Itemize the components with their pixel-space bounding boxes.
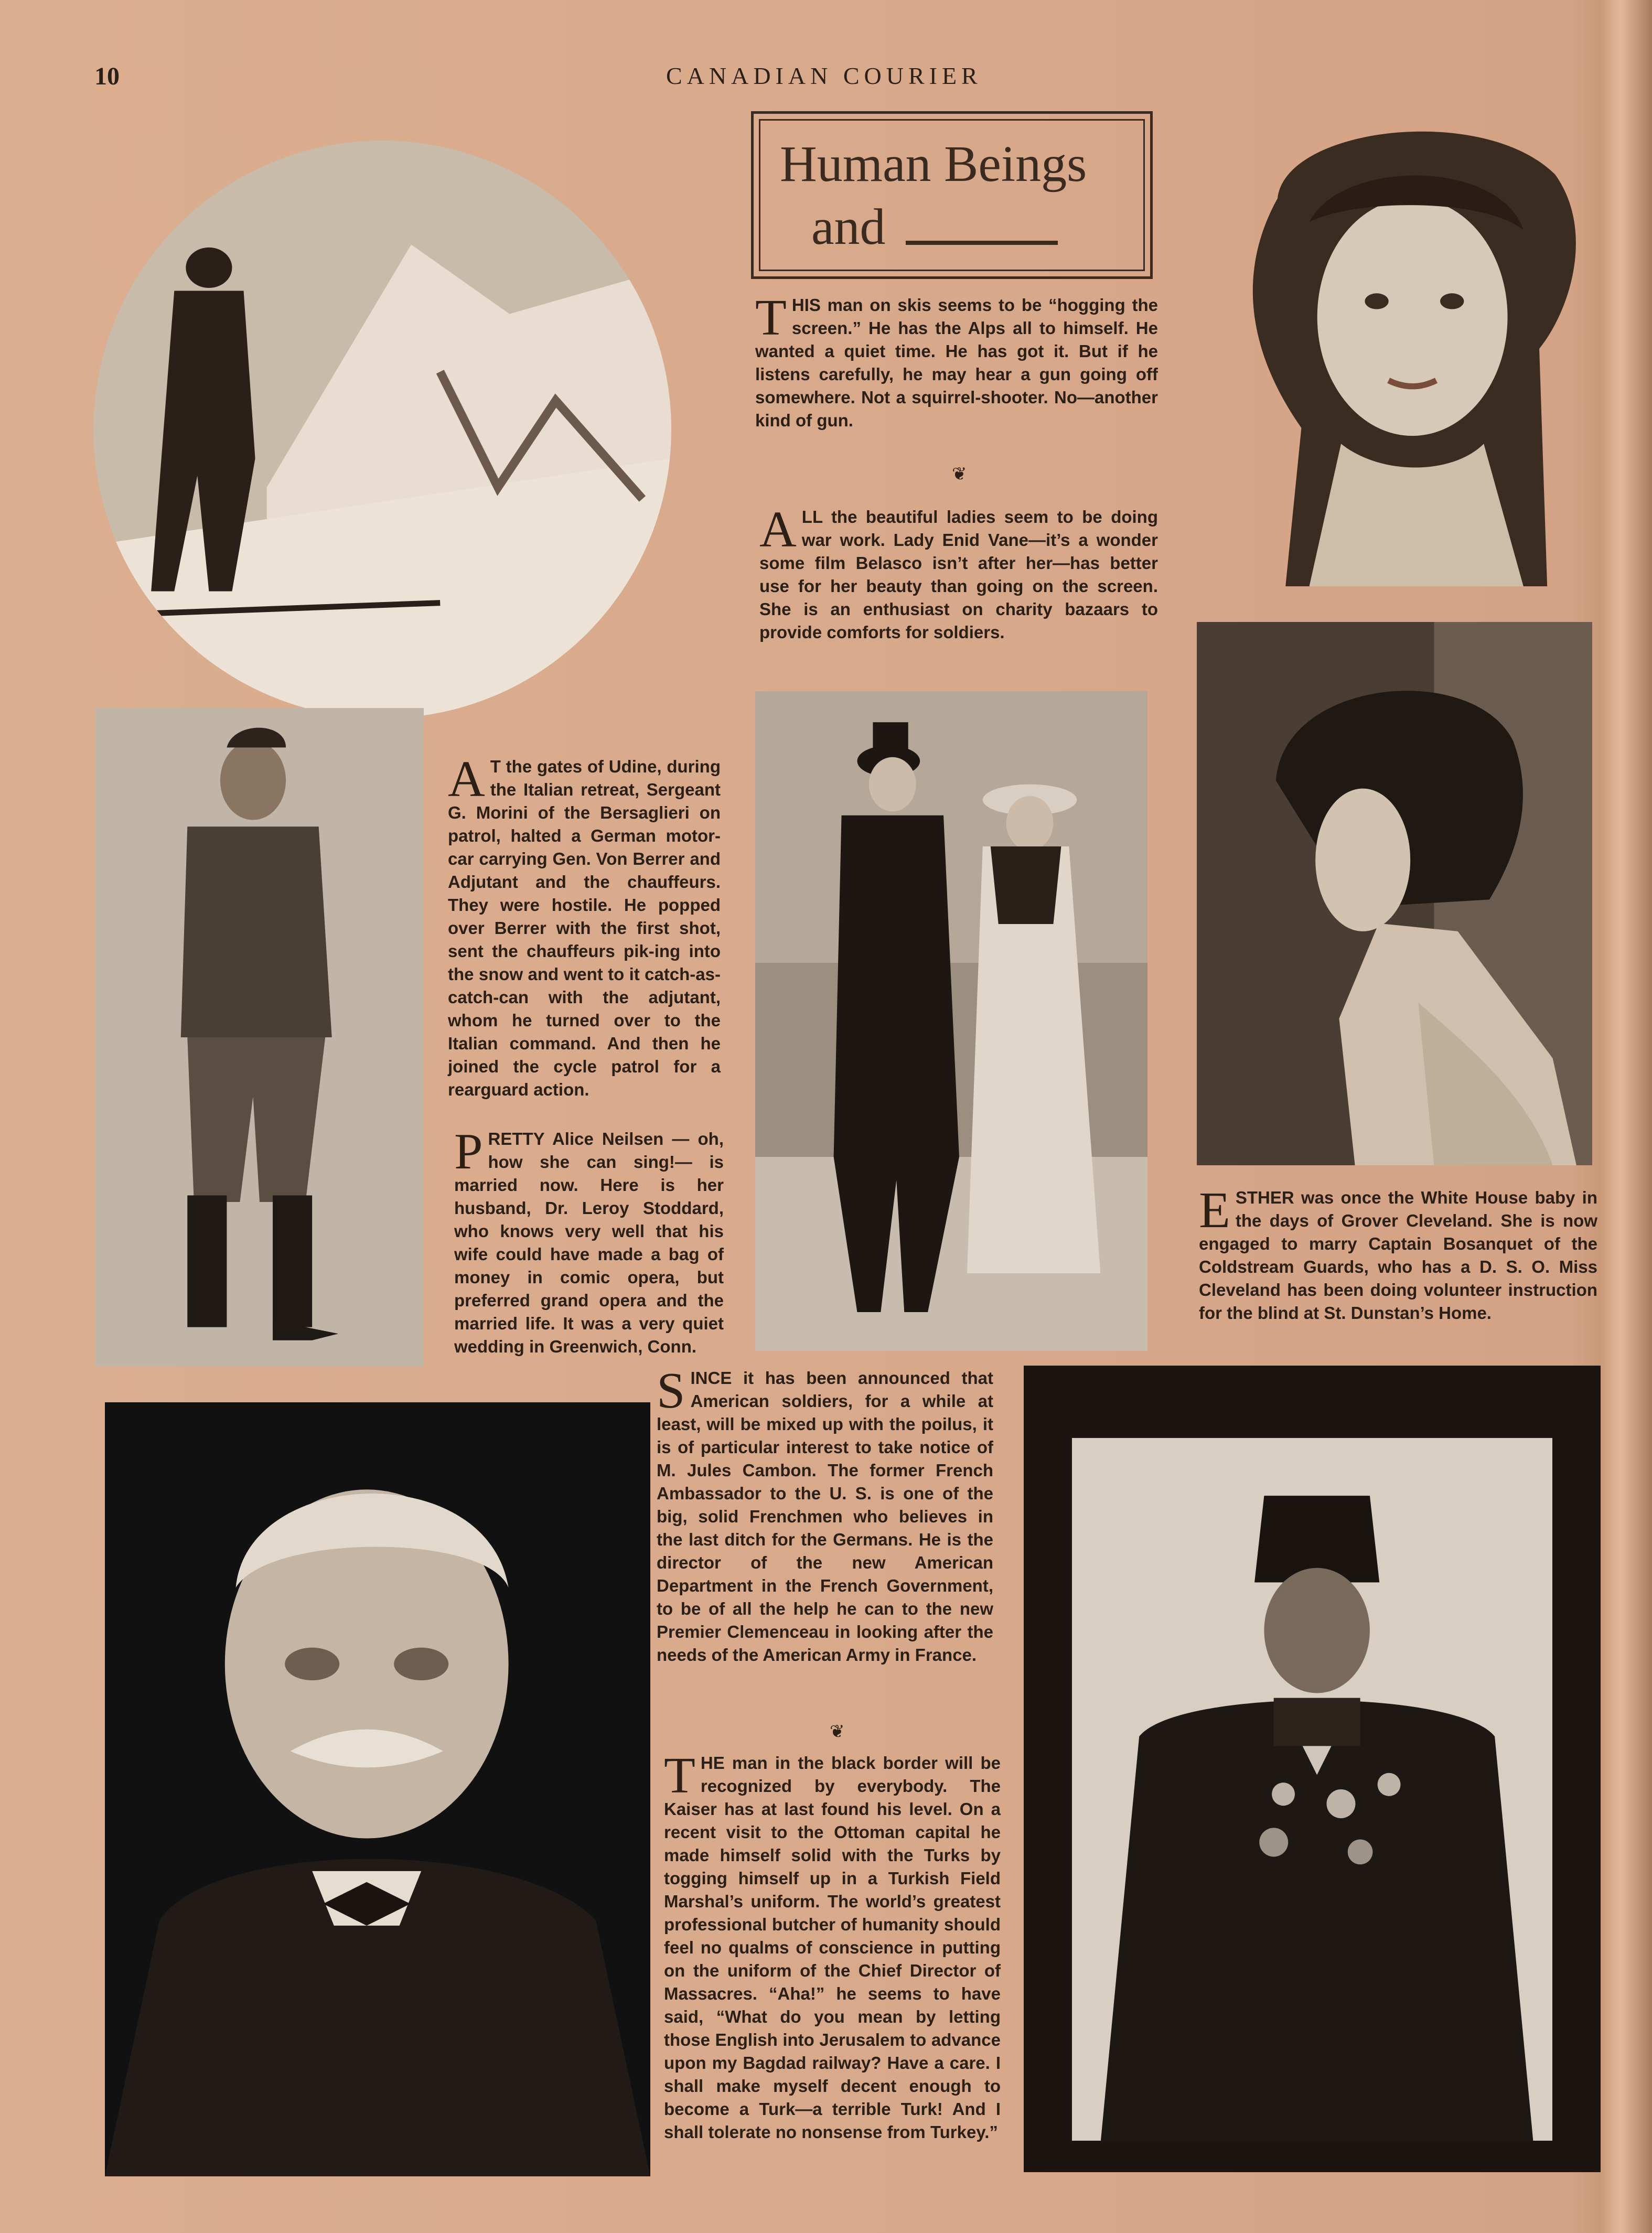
kaiser-caption [664, 1747, 1001, 2144]
cambon-caption [657, 1362, 993, 1667]
page-number: 10 [94, 62, 120, 90]
esther-text: STHER was once the White House baby in the days of Grover Cleveland. She is now engaged to marry Captain Bosanquet of the Coldstream Guards, who has a D. S. O. Miss Cleveland has been doing volunteer instruction for the blind at St. Dunstan’s Home. [1199, 1188, 1597, 1323]
running-head: CANADIAN COURIER [666, 62, 982, 89]
cambon-portrait [105, 1402, 650, 2176]
morini-text: T the gates of Udine, during the Italian retreat, Sergeant G. Morini of the Bersaglieri on patrol, halted a German motor-car carrying Gen. Von Berrer and Adjutant and the chauffeurs. They were hostile. He popped over Berrer with the first shot, sent the chauffeurs pik-ing into the snow and went to it catch-as-catch-can with the adjutant, whom he turned over to the Italian command. And then he joined the cycle patrol for a rearguard action. [448, 757, 721, 1099]
skier-caption [755, 289, 1158, 432]
page-spine [1600, 0, 1652, 2233]
esther-caption [1199, 1182, 1597, 1325]
cambon-drop-cap: S [657, 1362, 685, 1419]
esther-portrait [1197, 622, 1592, 1165]
lady-text: LL the beautiful ladies seem to be doing war work. Lady Enid Vane—it’s a wonder some film Belasco isn’t after her—has better use for her beauty than going on the screen. She is an enthusiast on charity bazaars to provide comforts for soldiers. [759, 507, 1158, 642]
title-line-1: Human Beings [780, 136, 1087, 192]
kaiser-text: HE man in the black border will be recognized by everybody. The Kaiser has at last found his level. On a recent visit to the Ottoman capital he made himself solid with the Turks by togging himself up in a Turkish Field Marshal’s uniform. The world’s greatest professional butcher of humanity should feel no qualms of conscience in putting on the uniform of the Chief Director of Massacres. “Aha!” he seems to have said, “What do you mean by letting those English into Jerusalem to advance upon my Bagdad railway? Have a care. I shall make myself decent enough to become a Turk—a terrible Turk! And I shall tolerate no nonsense from Turkey.” [664, 1753, 1001, 2142]
lady-portrait [1206, 111, 1603, 586]
morini-drop-cap: A [448, 751, 485, 808]
kaiser-portrait [1072, 1438, 1552, 2141]
soldier-photo [95, 708, 424, 1367]
lady-caption [759, 501, 1158, 644]
kaiser-drop-cap: T [664, 1747, 695, 1804]
title-box [751, 111, 1153, 279]
skier-text: HIS man on skis seems to be “hogging the screen.” He has the Alps all to himself. He wanted a quiet time. He has got it. But if he listens carefully, he may hear a gun going off somewhere. Not a squirrel-shooter. No—another kind of gun. [755, 295, 1158, 430]
morini-caption [448, 751, 721, 1101]
ornament-2: ❦ [830, 1722, 845, 1742]
kaiser-portrait-border [1024, 1366, 1601, 2172]
skier-photo [93, 141, 671, 718]
title-line-2: and [811, 199, 886, 255]
wedding-couple-photo [755, 691, 1147, 1351]
ornament-1: ❦ [952, 464, 967, 484]
skier-drop-cap: T [755, 289, 787, 346]
esther-drop-cap: E [1199, 1182, 1230, 1239]
neilsen-drop-cap: P [454, 1123, 483, 1180]
title-blank-rule [906, 241, 1058, 245]
cambon-text: INCE it has been announced that American soldiers, for a while at least, will be mixed up with the poilus, it is of particular interest to take notice of M. Jules Cambon. The former French Ambassador to the U. S. is one of the big, solid Frenchmen who believes in the last ditch for the Germans. He is the director of the new American Department in the French Government, to be of all the help he can to the new Premier Clemenceau in looking after the needs of the American Army in France. [657, 1368, 993, 1665]
neilsen-caption [454, 1123, 724, 1358]
neilsen-text: RETTY Alice Neilsen — oh, how she can sing!— is married now. Here is her husband, Dr. Leroy Stoddard, who knows very well that his wife could have made a bag of money in comic opera, but preferred grand opera and the married life. It was a very quiet wedding in Greenwich, Conn. [454, 1129, 724, 1356]
lady-drop-cap: A [759, 501, 797, 558]
